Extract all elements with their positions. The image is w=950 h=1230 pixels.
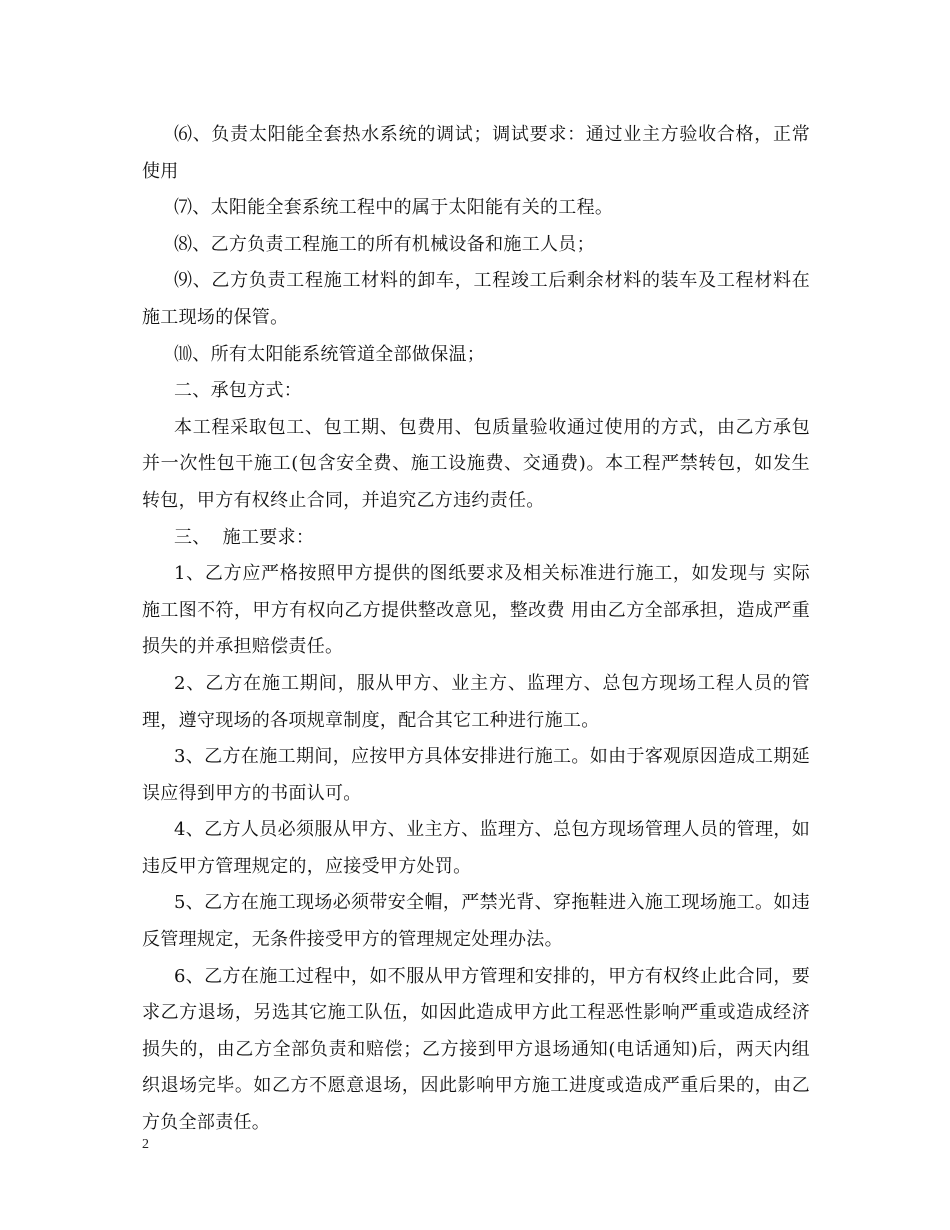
paragraph-requirement-1: 1、乙方应严格按照甲方提供的图纸要求及相关标准进行施工，如发现与 实际施工图不符，甲方有权向乙方提供整改意见，整改费 用由乙方全部承担，造成严重损失的并承担赔偿责任。 <box>142 563 810 658</box>
section-heading-contract-method: 二、承包方式： <box>174 380 303 402</box>
paragraph-item-6-debugging: ⑹、负责太阳能全套热水系统的调试；调试要求：通过业主方验收合格，正常使用 <box>142 124 810 182</box>
paragraph-item-9-materials: ⑼、乙方负责工程施工材料的卸车，工程竣工后剩余材料的装车及工程材料在施工现场的保管。 <box>142 270 810 328</box>
paragraph-requirement-5: 5、乙方在施工现场必须带安全帽，严禁光背、穿拖鞋进入施工现场施工。如违反管理规定，无条件接受甲方的管理规定处理办法。 <box>142 892 810 951</box>
page-number: 2 <box>142 1137 149 1152</box>
paragraph-requirement-2: 2、乙方在施工期间，服从甲方、业主方、监理方、总包方现场工程人员的管理，遵守现场的各项规章制度，配合其它工种进行施工。 <box>142 672 810 731</box>
paragraph-contract-method: 本工程采取包工、包工期、包费用、包质量验收通过使用的方式，由乙方承包并一次性包干施工(包含安全费、施工设施费、交通费)。本工程严禁转包，如发生转包，甲方有权终止合同，并追究乙方违约责任。 <box>142 416 810 511</box>
section-heading-construction-requirements: 三、 施工要求： <box>174 526 315 548</box>
paragraph-requirement-6: 6、乙方在施工过程中，如不服从甲方管理和安排的，甲方有权终止此合同，要求乙方退场，另选其它施工队伍，如因此造成甲方此工程恶性影响严重或造成经济损失的，由乙方全部负责和赔偿；乙方接到甲方退场通知(电话通知)后，两天内组织退场完毕。如乙方不愿意退场，因此影响甲方施工进度或造成严重后果的，由乙方负全部责任。 <box>142 965 810 1134</box>
paragraph-item-7-solar-works: ⑺、太阳能全套系统工程中的属于太阳能有关的工程。 <box>174 197 614 219</box>
paragraph-item-8-equipment: ⑻、乙方负责工程施工的所有机械设备和施工人员； <box>174 233 595 255</box>
document-body <box>142 117 810 1142</box>
paragraph-requirement-4: 4、乙方人员必须服从甲方、业主方、监理方、总包方现场管理人员的管理，如违反甲方管理规定的，应接受甲方处罚。 <box>142 819 810 877</box>
paragraph-item-10-insulation: ⑽、所有太阳能系统管道全部做保温； <box>174 343 486 365</box>
paragraph-requirement-3: 3、乙方在施工期间，应按甲方具体安排进行施工。如由于客观原因造成工期延误应得到甲方的书面认可。 <box>142 746 810 804</box>
